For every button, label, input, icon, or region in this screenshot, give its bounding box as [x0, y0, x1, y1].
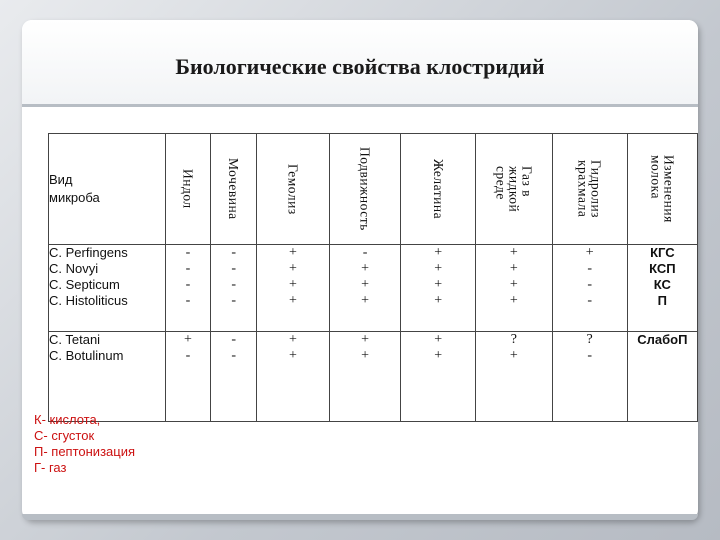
column-header-gelatin: Желатина: [401, 134, 476, 245]
slide: [22, 20, 698, 520]
legend-item: С- сгусток: [34, 428, 95, 443]
column-header-gas: Газ в жидкой среде: [476, 134, 553, 245]
column-header-hemolysis: Гемолиз: [257, 134, 330, 245]
properties-table: [48, 133, 698, 422]
species-cell: C. Perfingens C. Novyi C. Septicum C. Histoliticus: [49, 245, 166, 332]
column-header-motility: Подвижность: [329, 134, 401, 245]
species-cell: C. Tetani C. Botulinum: [49, 332, 166, 422]
value-cell: + +: [329, 332, 401, 422]
column-header-indol: Индол: [165, 134, 211, 245]
value-cell: + +: [257, 332, 330, 422]
column-header-urea: Мочевина: [211, 134, 257, 245]
value-cell: + - - -: [552, 245, 627, 332]
value-cell: - - - -: [211, 245, 257, 332]
value-cell: + + + +: [257, 245, 330, 332]
legend-item: К- кислота,: [34, 412, 101, 427]
value-cell: ? +: [476, 332, 553, 422]
value-cell: + + + +: [476, 245, 553, 332]
value-cell: - + + +: [329, 245, 401, 332]
value-cell: - - - -: [165, 245, 211, 332]
value-cell: - -: [211, 332, 257, 422]
value-cell: + +: [401, 332, 476, 422]
milk-change-cell: СлабоП: [627, 332, 697, 422]
slide-title: Биологические свойства клостридий: [175, 54, 545, 79]
title-bar: [22, 20, 698, 107]
bottom-bar: [22, 514, 698, 520]
value-cell: + + + +: [401, 245, 476, 332]
column-header-milk: Изменения молока: [627, 134, 697, 245]
species-column-header: Вид микроба: [49, 134, 166, 245]
legend-item: П- пептонизация: [34, 444, 136, 459]
column-header-starch: Гидролиз крахмала: [552, 134, 627, 245]
table-row: [49, 245, 698, 332]
legend: [34, 412, 135, 476]
milk-change-cell: КГС КСП КС П: [627, 245, 697, 332]
value-cell: ? -: [552, 332, 627, 422]
table-row: [49, 332, 698, 422]
value-cell: + -: [165, 332, 211, 422]
header-row: [49, 134, 698, 245]
legend-item: Г- газ: [34, 460, 67, 475]
